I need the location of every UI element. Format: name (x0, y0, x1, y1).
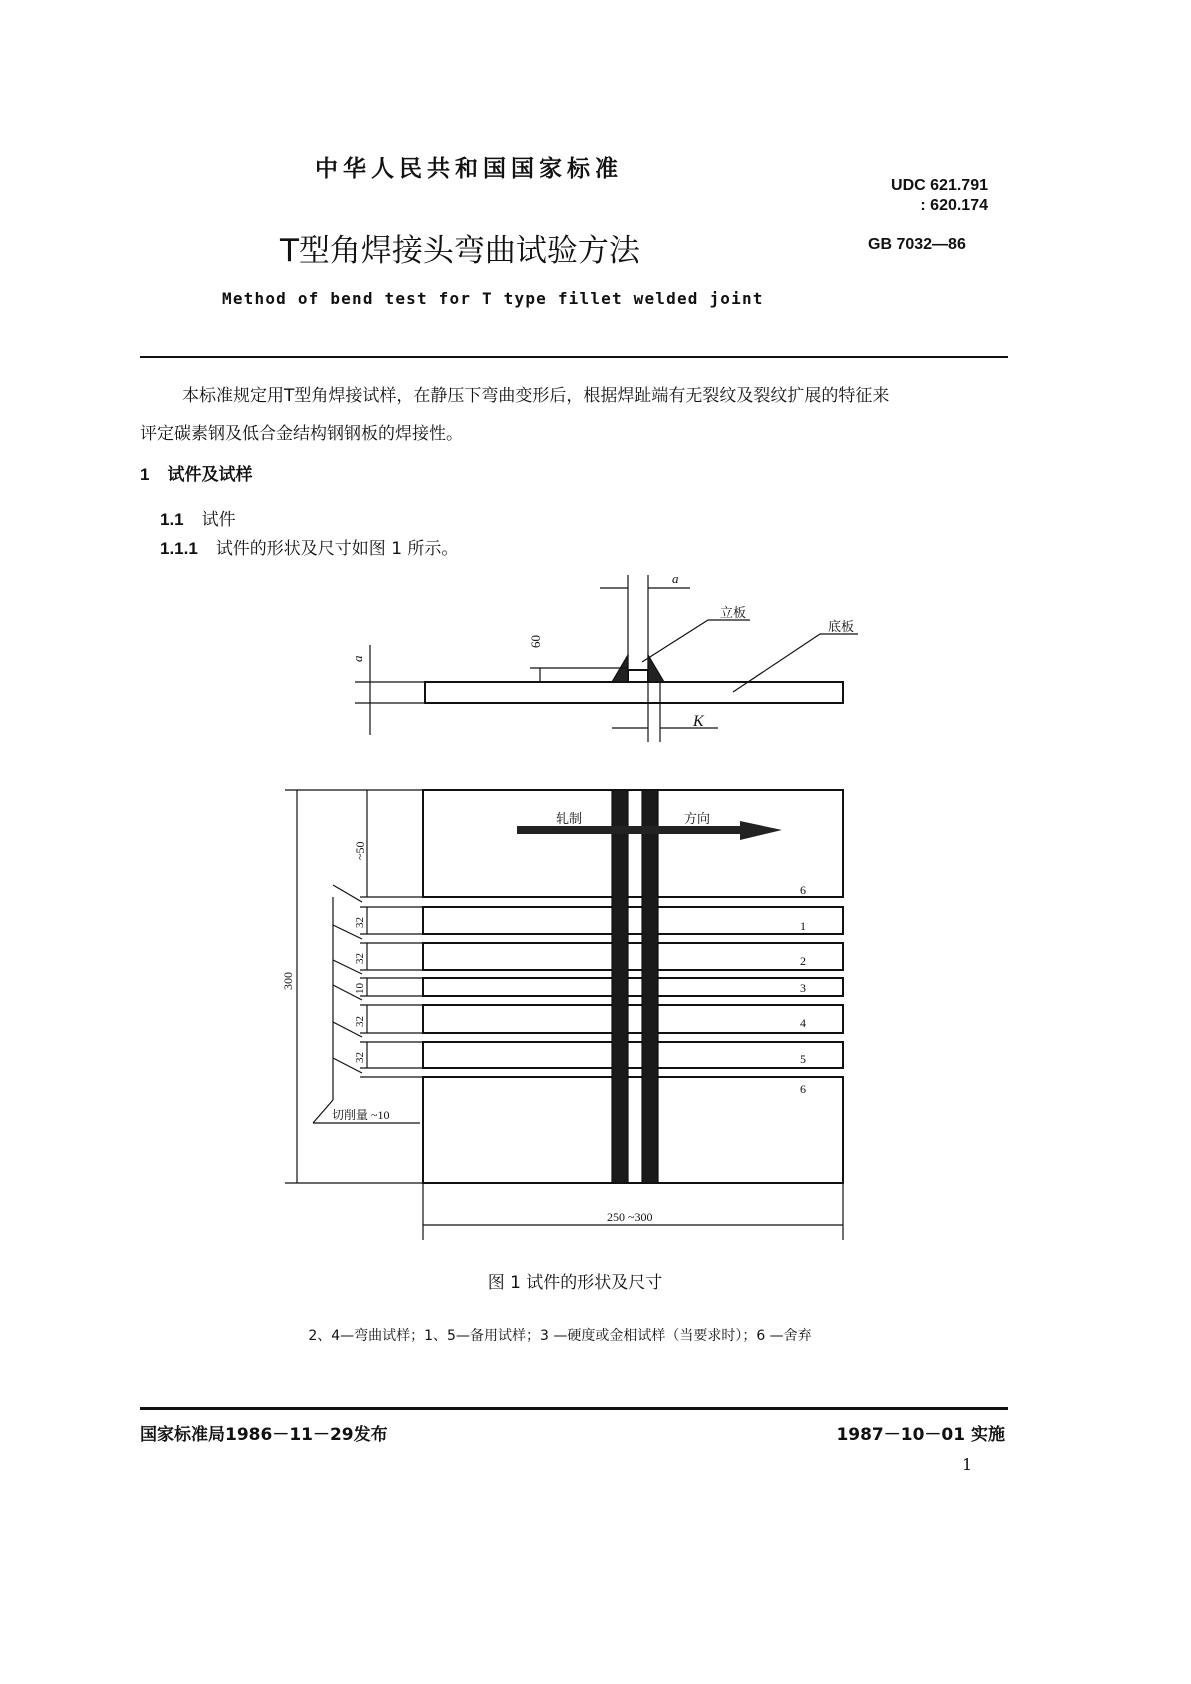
strip-number: 3 (800, 981, 806, 995)
strip-5 (423, 1042, 843, 1068)
intro-line-1: 本标准规定用T型角焊接试样，在静压下弯曲变形后，根据焊趾端有无裂纹及裂纹扩展的特征来 (182, 386, 890, 406)
intro-line-2: 评定碳素钢及低合金结构钢钢板的焊接性。 (140, 424, 463, 444)
figure-caption: 图 1 试件的形状及尺寸 (487, 1273, 663, 1293)
vertical-plate-label: 立板 (720, 605, 747, 620)
udc-line2: : 620.174 (920, 197, 988, 214)
rolling-arrow-head (740, 821, 782, 840)
strip-number: 5 (800, 1052, 806, 1066)
leader-line (642, 620, 708, 662)
figure-legend: 2、4—弯曲试样；1、5—备用试样；3 —硬度或金相试样（当要求时）；6 —舍弃 (308, 1328, 812, 1344)
strip-number: 6 (800, 883, 806, 897)
strip-2 (423, 943, 843, 970)
strip-number: 1 (800, 919, 806, 933)
base-plate-label: 底板 (828, 619, 855, 634)
weld-right (648, 655, 664, 682)
leader-line (733, 634, 820, 692)
section-number: 1.1 (160, 510, 184, 529)
dim-300-label: 300 (281, 972, 295, 990)
rolling-arrow-shaft (517, 826, 742, 834)
strip-number: 6 (800, 1082, 806, 1096)
strip-dim-label: 32 (354, 953, 366, 964)
strip-3 (423, 978, 843, 996)
dim-a-left-label: a (350, 655, 365, 662)
dim-60-label: 60 (528, 635, 543, 648)
strip-layout (281, 790, 843, 1240)
strip-number: 4 (800, 1016, 806, 1030)
strip-dim-label: 10 (354, 983, 366, 994)
strip-dim-label: 32 (354, 1016, 366, 1027)
strip-dim-label: 32 (354, 1052, 366, 1063)
strip-4 (423, 1005, 843, 1033)
page-number: 1 (962, 1455, 973, 1474)
section-number: 1 (140, 465, 150, 484)
weld-stripe-right (642, 790, 658, 1183)
section-number: 1.1.1 (160, 539, 198, 558)
strip-1 (423, 907, 843, 934)
document-title: T型角焊接头弯曲试验方法 (280, 233, 640, 269)
strip-6-top (423, 790, 843, 897)
national-standard-heading: 中华人民共和国国家标准 (315, 156, 623, 182)
weld-stripe-left (612, 790, 628, 1183)
section-title: 试件及试样 (167, 465, 253, 485)
effective-date: 1987－10－01 实施 (836, 1425, 1005, 1445)
section-title: 试件 (201, 510, 236, 530)
cut-amount-label: 切削量 ~10 (332, 1108, 390, 1122)
udc-line1: UDC 621.791 (891, 177, 988, 194)
strip-dim-lines (360, 897, 423, 1077)
dim-50-label: ~50 (353, 841, 367, 860)
footer-rule (140, 1407, 1008, 1410)
base-plate (425, 682, 843, 703)
vertical-plate (628, 670, 648, 682)
width-dim-label: 250 ~300 (607, 1210, 653, 1224)
dim-a-label: a (672, 571, 679, 586)
strip-6-bottom (423, 1077, 843, 1183)
strip-number: 2 (800, 954, 806, 968)
rolling-label: 轧制 (556, 811, 583, 826)
standard-number: GB 7032—86 (868, 236, 966, 253)
english-title: Method of bend test for T type fillet welded joint (222, 289, 764, 308)
dim-k-label: K (693, 713, 704, 730)
section-text: 试件的形状及尺寸如图 1 所示。 (215, 539, 459, 559)
issue-date: 国家标准局1986－11－29发布 (140, 1425, 388, 1445)
strip-dim-label: 32 (354, 917, 366, 928)
direction-label: 方向 (684, 811, 711, 826)
t-joint-section (350, 571, 858, 742)
